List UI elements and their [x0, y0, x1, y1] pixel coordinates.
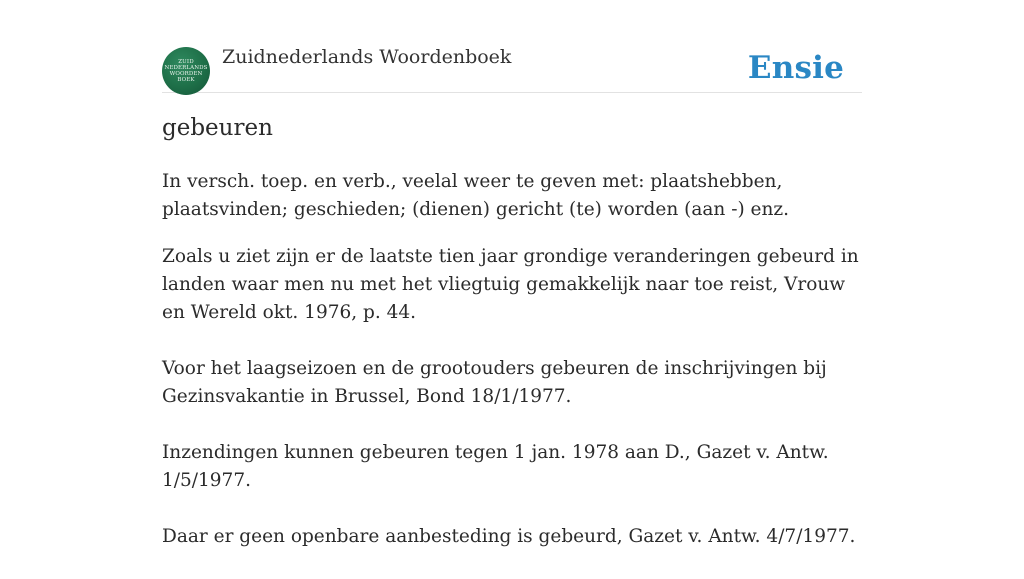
logo-line-4: BOEK — [177, 77, 195, 83]
example-quote: Voor het laagseizoen en de grootouders gebeuren de inschrijvingen bij Gezinsvakantie in Brussel, Bond 18/1/1977. — [162, 358, 827, 407]
example-quote: Inzendingen kunnen gebeuren tegen 1 jan. 1978 aan D., Gazet v. Antw. 1/5/1977. — [162, 442, 829, 491]
entry-content — [162, 168, 862, 579]
logo-line-1: ZUID — [178, 59, 194, 65]
dictionary-title-link[interactable]: Zuidnederlands Woordenboek — [222, 46, 512, 68]
entry-headword: gebeuren — [162, 115, 273, 141]
site-header — [162, 46, 862, 93]
example-quote: Daar er geen openbare aanbesteding is gebeurd, Gazet v. Antw. 4/7/1977. — [162, 526, 856, 547]
ensie-brand-link[interactable]: Ensie — [747, 50, 844, 86]
example-quotes — [162, 243, 862, 551]
example-quote: Zoals u ziet zijn er de laatste tien jaar grondige veranderingen gebeurd in landen waar men nu met het vliegtuig gemakkelijk naar toe reist, Vrouw en Wereld okt. 1976, p. 44. — [162, 246, 859, 323]
logo-line-3: WOORDEN — [169, 71, 203, 77]
zuidnederlands-woordenboek-logo[interactable] — [162, 47, 210, 95]
logo-line-2: NEDERLANDS — [164, 65, 208, 71]
entry-definition: In versch. toep. en verb., veelal weer te geven met: plaatshebben, plaatsvinden; geschieden; (dienen) gericht (te) worden (aan -) enz. — [162, 171, 790, 220]
